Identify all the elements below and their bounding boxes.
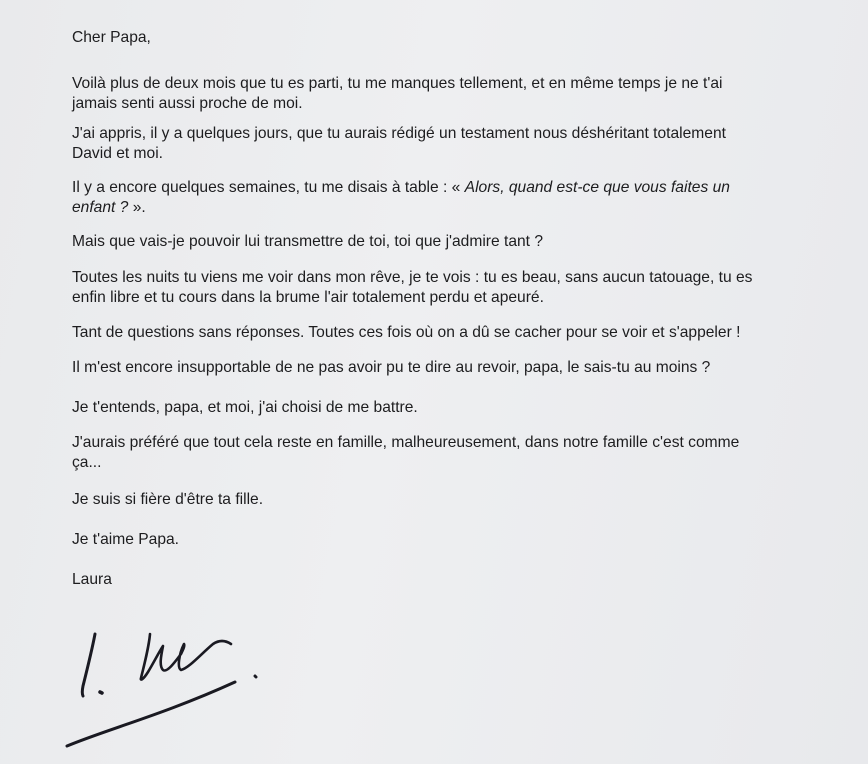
paragraph-5-line-2: enfin libre et tu cours dans la brume l'air totalement perdu et apeuré. — [72, 289, 544, 306]
salutation: Cher Papa, — [72, 29, 151, 46]
paragraph-3-close: ». — [128, 199, 146, 216]
paragraph-9-line-1: J'aurais préféré que tout cela reste en famille, malheureusement, dans notre famille c'est comme — [72, 434, 740, 451]
paragraph-8: Je t'entends, papa, et moi, j'ai choisi de me battre. — [72, 399, 418, 416]
signature-stroke-initial — [82, 634, 95, 696]
paragraph-3-quote-end: enfant ? — [72, 199, 129, 216]
handwritten-signature-icon — [55, 618, 285, 758]
paragraph-5-line-1: Toutes les nuits tu viens me voir dans mon rêve, je te vois : tu es beau, sans aucun tatouage, tu es — [72, 269, 753, 286]
paragraph-1-line-1: Voilà plus de deux mois que tu es parti, tu me manques tellement, et en même temps je ne t'ai — [72, 75, 723, 92]
signature-stroke-dot — [100, 692, 102, 693]
paragraph-3-line-1 — [72, 178, 730, 198]
paragraph-3-quote: Alors, quand est-ce que vous faites un — [464, 179, 730, 196]
signature-strokes — [67, 634, 256, 746]
paragraph-3-text: Il y a encore quelques semaines, tu me disais à table : « — [72, 179, 465, 196]
paragraph-2-line-1: J'ai appris, il y a quelques jours, que tu aurais rédigé un testament nous déshéritant totalement — [72, 125, 726, 142]
paragraph-11: Je t'aime Papa. — [72, 531, 179, 548]
paragraph-9-line-2: ça... — [72, 454, 102, 471]
paragraph-4: Mais que vais-je pouvoir lui transmettre de toi, toi que j'admire tant ? — [72, 233, 544, 250]
paragraph-3-line-2 — [72, 198, 146, 218]
paragraph-2-line-2: David et moi. — [72, 145, 163, 162]
signature-stroke-dot-2 — [255, 676, 256, 677]
signature-stroke-name — [141, 634, 231, 680]
paragraph-1-line-2: jamais senti aussi proche de moi. — [72, 95, 303, 112]
paragraph-6: Tant de questions sans réponses. Toutes ces fois où on a dû se cacher pour se voir et s'appeler ! — [72, 324, 741, 341]
paragraph-7: Il m'est encore insupportable de ne pas avoir pu te dire au revoir, papa, le sais-tu au moins ? — [72, 359, 711, 376]
signoff: Laura — [72, 571, 112, 588]
signature-underline — [67, 682, 235, 746]
paragraph-10: Je suis si fière d'être ta fille. — [72, 491, 264, 508]
